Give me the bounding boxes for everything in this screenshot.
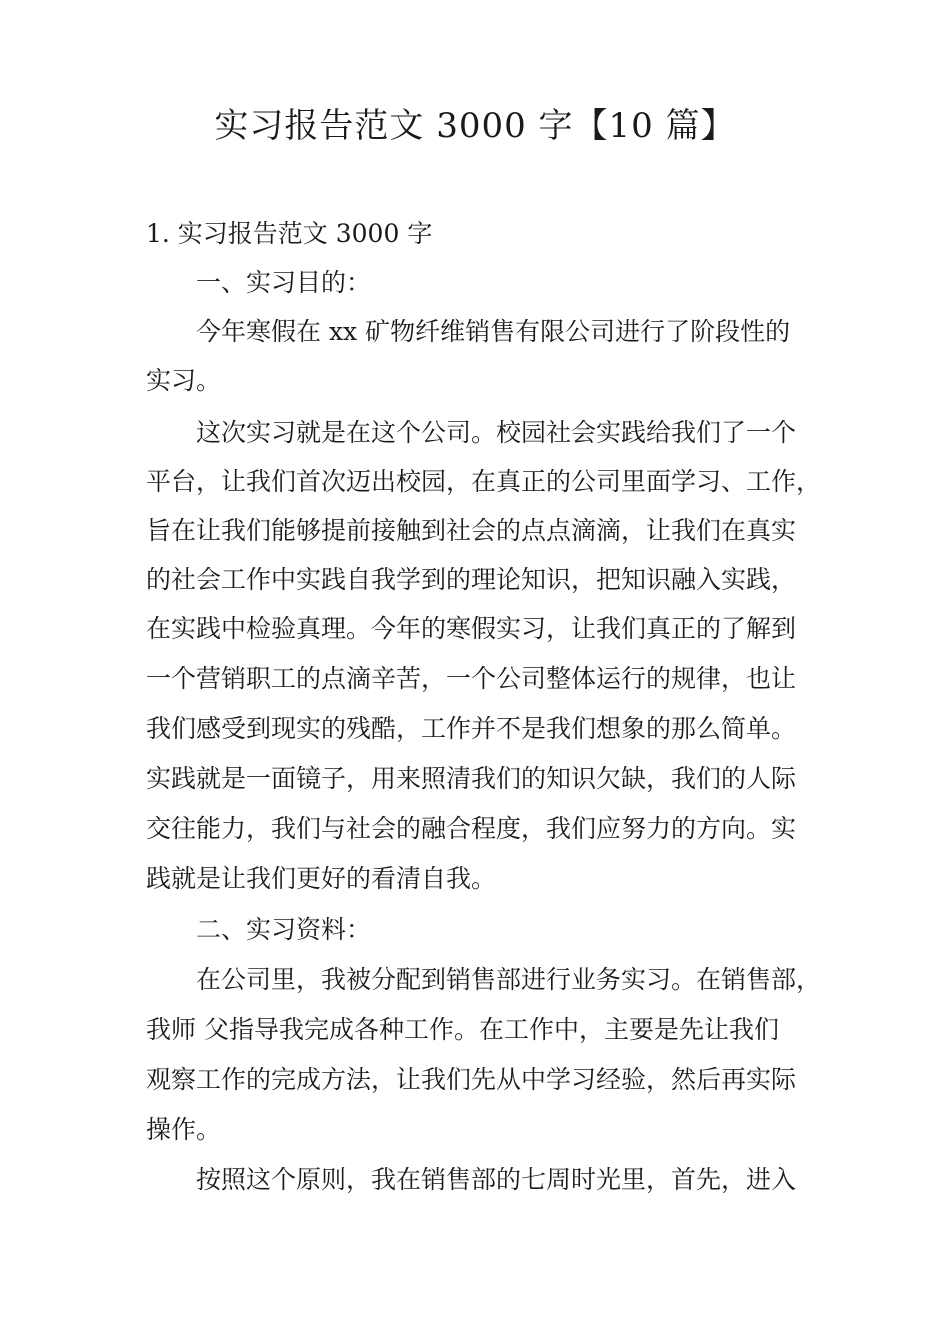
subheading-content: 二、实习资料： [196,915,372,944]
paragraph-line: 交往能力，我们与社会的融合程度，我们应努力的方向。实 [146,814,797,843]
paragraph-line: 今年寒假在 xx 矿物纤维销售有限公司进行了阶段性的 [196,317,791,346]
paragraph-line: 旨在让我们能够提前接触到社会的点点滴滴，让我们在真实 [146,516,797,545]
document-title: 实习报告范文 3000 字【10 篇】 [214,106,736,146]
paragraph-line: 实践就是一面镜子，用来照清我们的知识欠缺，我们的人际 [146,764,797,793]
paragraph-line: 实习。 [146,366,222,395]
paragraph-line: 操作。 [146,1115,222,1144]
paragraph-line: 观察工作的完成方法，让我们先从中学习经验，然后再实际 [146,1065,797,1094]
paragraph-line: 在实践中检验真理。今年的寒假实习，让我们真正的了解到 [146,614,797,643]
paragraph-line: 的社会工作中实践自我学到的理论知识，把知识融入实践， [146,565,797,594]
paragraph-line: 践就是让我们更好的看清自我。 [146,864,497,893]
section-heading: 1. 实习报告范文 3000 字 [146,219,433,248]
paragraph-line: 我师 父指导我完成各种工作。在工作中，主要是先让我们 [146,1015,779,1044]
paragraph-line: 这次实习就是在这个公司。校园社会实践给我们了一个 [196,418,797,447]
paragraph-line: 平台，让我们首次迈出校园，在真正的公司里面学习、工作， [146,467,822,496]
paragraph-line: 按照这个原则，我在销售部的七周时光里，首先，进入 [196,1165,797,1194]
subheading-purpose: 一、实习目的： [196,268,372,297]
paragraph-line: 在公司里，我被分配到销售部进行业务实习。在销售部， [196,965,822,994]
paragraph-line: 我们感受到现实的残酷，工作并不是我们想象的那么简单。 [146,714,797,743]
paragraph-line: 一个营销职工的点滴辛苦，一个公司整体运行的规律，也让 [146,664,797,693]
